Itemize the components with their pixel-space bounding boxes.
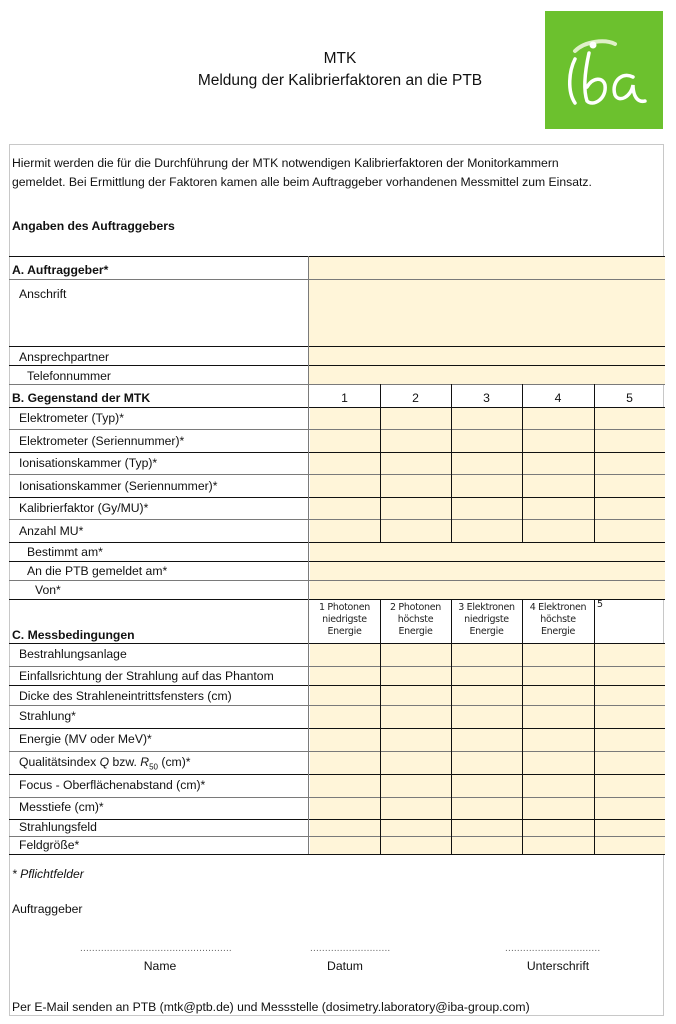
table-input-cell[interactable] — [381, 729, 451, 751]
row-label: Feldgröße* — [19, 838, 80, 852]
row-label: Qualitätsindex Q bzw. $R_{50}$ (cm)* — [19, 755, 191, 772]
table-input-cell[interactable] — [310, 686, 380, 705]
energy-column-header: 5 — [597, 599, 603, 610]
table-input-cell[interactable] — [523, 644, 594, 666]
header-line: Energie — [469, 626, 504, 637]
header-line: niedrigste — [322, 614, 367, 625]
grid-line — [9, 819, 665, 820]
table-input-cell[interactable] — [310, 775, 380, 797]
section-c-heading: C. Messbedingungen — [12, 628, 135, 642]
table-input-cell[interactable] — [452, 498, 522, 519]
table-input-cell[interactable] — [452, 475, 522, 497]
table-input-cell[interactable] — [381, 475, 451, 497]
table-input-cell[interactable] — [595, 453, 665, 474]
grid-line — [9, 346, 665, 347]
table-input-cell[interactable] — [595, 430, 665, 452]
table-input-cell[interactable] — [595, 475, 665, 497]
table-input-cell[interactable] — [595, 820, 665, 836]
grid-line — [594, 384, 595, 542]
table-input-cell[interactable] — [381, 686, 451, 705]
grid-line — [9, 279, 665, 280]
header-line: niedrigste — [464, 614, 509, 625]
table-input-cell[interactable] — [452, 752, 522, 774]
grid-line — [9, 685, 665, 686]
table-input-cell[interactable] — [381, 752, 451, 774]
date-label: Datum — [327, 959, 363, 973]
table-input-cell[interactable] — [595, 752, 665, 774]
address-label: Anschrift — [19, 287, 67, 301]
table-input-cell[interactable] — [523, 752, 594, 774]
intro-text-line1: Hiermit werden die für die Durchführung der MTK notwendigen Kalibrierfaktoren der Monitorkammern — [12, 156, 559, 170]
table-input-cell[interactable] — [523, 729, 594, 751]
header-line: 1 Photonen — [318, 602, 371, 613]
grid-line — [9, 452, 665, 453]
table-input-cell[interactable] — [595, 408, 665, 429]
client-info-heading: Angaben des Auftraggebers — [12, 219, 175, 233]
table-input-cell[interactable] — [523, 837, 594, 854]
header-line: höchste — [540, 614, 576, 625]
table-input-cell[interactable] — [452, 408, 522, 429]
table-input-cell[interactable] — [381, 775, 451, 797]
date-signature-line[interactable]: ........................... — [310, 943, 391, 954]
grid-line — [9, 561, 665, 562]
row-label: Kalibrierfaktor (Gy/MU)* — [19, 501, 149, 515]
grid-line — [9, 705, 665, 706]
grid-line — [9, 643, 665, 644]
header-line: Energie — [398, 626, 433, 637]
document-title-line1: MTK — [323, 50, 357, 67]
phone-label: Telefonnummer — [27, 369, 111, 383]
row-label: Elektrometer (Typ)* — [19, 411, 124, 425]
document-title-line2: Meldung der Kalibrierfaktoren an die PTB — [197, 72, 483, 89]
grid-line — [9, 256, 665, 257]
table-input-cell[interactable] — [381, 520, 451, 542]
row-label: Strahlungsfeld — [19, 820, 97, 834]
table-input-cell[interactable] — [595, 775, 665, 797]
name-signature-line[interactable]: ................................................... — [80, 943, 232, 954]
column-number-1: 1 — [341, 391, 348, 405]
required-fields-note: * Pflichtfelder — [12, 867, 84, 881]
table-input-cell[interactable] — [381, 644, 451, 666]
table-input-cell[interactable] — [523, 775, 594, 797]
table-input-cell[interactable] — [523, 453, 594, 474]
grid-line — [308, 256, 309, 854]
grid-line — [522, 384, 523, 542]
phone-input[interactable] — [309, 366, 665, 384]
table-input-cell[interactable] — [523, 798, 594, 819]
header-line: 2 Photonen — [389, 602, 442, 613]
name-label: Name — [143, 959, 177, 973]
header-line: 3 Elektronen — [458, 602, 515, 613]
table-input-cell[interactable] — [595, 729, 665, 751]
table-input-cell[interactable] — [523, 706, 594, 728]
grid-line — [9, 728, 665, 729]
email-instructions: Per E-Mail senden an PTB (mtk@ptb.de) und Messstelle (dosimetry.laboratory@iba-group.com) — [12, 1000, 530, 1014]
table-input-cell[interactable] — [523, 408, 594, 429]
header-line: Energie — [327, 626, 362, 637]
table-input-cell[interactable] — [452, 706, 522, 728]
table-input-cell[interactable] — [381, 798, 451, 819]
table-input-cell[interactable] — [452, 686, 522, 705]
row-label: Ionisationskammer (Seriennummer)* — [19, 479, 218, 493]
energy-column-header — [522, 602, 594, 638]
table-input-cell[interactable] — [381, 706, 451, 728]
iba-logo — [545, 11, 663, 129]
energy-column-header — [309, 602, 380, 638]
table-input-cell[interactable] — [310, 667, 380, 685]
grid-line — [9, 751, 665, 752]
table-input-cell[interactable] — [595, 498, 665, 519]
table-input-cell[interactable] — [381, 453, 451, 474]
energy-column-header — [380, 602, 451, 638]
signature-label: Unterschrift — [526, 959, 590, 973]
table-input-cell[interactable] — [310, 408, 380, 429]
table-input-cell[interactable] — [452, 644, 522, 666]
grid-line — [380, 384, 381, 542]
column-number-5: 5 — [626, 391, 633, 405]
row-label: Elektrometer (Seriennummer)* — [19, 434, 185, 448]
table-input-cell[interactable] — [452, 775, 522, 797]
contact-person-input[interactable] — [309, 347, 665, 365]
row-label: Ionisationskammer (Typ)* — [19, 456, 158, 470]
grid-line — [9, 365, 665, 366]
grid-line — [9, 854, 665, 855]
row-label: Bestimmt am* — [27, 545, 103, 559]
table-input-cell[interactable] — [310, 453, 380, 474]
grid-line — [9, 774, 665, 775]
table-input-cell[interactable] — [595, 667, 665, 685]
table-input-cell[interactable] — [452, 837, 522, 854]
grid-line — [594, 599, 595, 854]
table-input-cell[interactable] — [381, 498, 451, 519]
contact-person-label: Ansprechpartner — [19, 350, 110, 364]
row-label: Focus - Oberflächenabstand (cm)* — [19, 778, 206, 792]
grid-line — [9, 599, 665, 600]
table-input-cell[interactable] — [523, 475, 594, 497]
energy-column-header — [451, 602, 522, 638]
table-input-cell[interactable] — [452, 667, 522, 685]
row-label: Einfallsrichtung der Strahlung auf das Phantom — [19, 669, 274, 683]
table-input-cell[interactable] — [310, 430, 380, 452]
table-input-cell[interactable] — [310, 706, 380, 728]
table-input-cell[interactable] — [523, 430, 594, 452]
grid-line — [9, 407, 665, 408]
grid-line — [9, 836, 665, 837]
column-number-2: 2 — [412, 391, 419, 405]
grid-line — [9, 519, 665, 520]
grid-line — [451, 384, 452, 542]
row-label: An die PTB gemeldet am* — [27, 564, 168, 578]
table-input-cell[interactable] — [310, 644, 380, 666]
table-input-cell[interactable] — [381, 837, 451, 854]
header-line: höchste — [397, 614, 434, 625]
table-input-cell[interactable] — [452, 430, 522, 452]
row-label: Von* — [35, 583, 61, 597]
client-signature-label: Auftraggeber — [12, 902, 83, 916]
table-input-cell[interactable] — [310, 752, 380, 774]
table-input-cell[interactable] — [452, 729, 522, 751]
wide-input-cell[interactable] — [310, 581, 665, 599]
intro-text-line2: gemeldet. Bei Ermittlung der Faktoren kamen alle beim Auftraggeber vorhandenen Messmittel zum Einsatz. — [12, 175, 592, 189]
grid-line — [9, 580, 665, 581]
signature-line[interactable]: ................................ — [505, 943, 601, 954]
grid-line — [9, 384, 665, 385]
header-line: Energie — [540, 626, 576, 637]
wide-input-cell[interactable] — [310, 543, 665, 561]
row-label: Bestrahlungsanlage — [19, 647, 127, 661]
table-input-cell[interactable] — [595, 706, 665, 728]
table-input-cell[interactable] — [310, 798, 380, 819]
table-input-cell[interactable] — [310, 475, 380, 497]
row-label: Energie (MV oder MeV)* — [19, 732, 152, 746]
table-input-cell[interactable] — [452, 453, 522, 474]
grid-line — [9, 497, 665, 498]
grid-line — [451, 599, 452, 854]
table-input-cell[interactable] — [523, 686, 594, 705]
table-input-cell[interactable] — [310, 729, 380, 751]
row-label: Dicke des Strahleneintrittsfensters (cm) — [19, 689, 232, 703]
table-input-cell[interactable] — [595, 837, 665, 854]
table-input-cell[interactable] — [381, 667, 451, 685]
wide-input-cell[interactable] — [310, 562, 665, 580]
grid-line — [380, 599, 381, 854]
table-input-cell[interactable] — [595, 798, 665, 819]
client-name-input[interactable] — [309, 257, 665, 279]
row-label: Messtiefe (cm)* — [19, 800, 104, 814]
column-number-4: 4 — [554, 391, 562, 405]
table-input-cell[interactable] — [523, 820, 594, 836]
grid-line — [9, 542, 665, 543]
row-label: Strahlung* — [19, 709, 76, 723]
header-line: 4 Elektronen — [529, 602, 587, 613]
table-input-cell[interactable] — [381, 408, 451, 429]
table-input-cell[interactable] — [523, 520, 594, 542]
section-b-heading: B. Gegenstand der MTK — [12, 391, 151, 405]
column-number-3: 3 — [483, 391, 490, 405]
section-a-heading: A. Auftraggeber* — [12, 263, 109, 277]
table-input-cell[interactable] — [310, 520, 380, 542]
address-input[interactable] — [309, 280, 665, 346]
table-input-cell[interactable] — [595, 520, 665, 542]
table-input-cell[interactable] — [452, 820, 522, 836]
table-input-cell[interactable] — [310, 837, 380, 854]
grid-line — [9, 429, 665, 430]
table-input-cell[interactable] — [523, 498, 594, 519]
grid-line — [9, 666, 665, 667]
grid-line — [9, 797, 665, 798]
table-input-cell[interactable] — [381, 430, 451, 452]
table-input-cell[interactable] — [595, 686, 665, 705]
table-input-cell[interactable] — [452, 520, 522, 542]
iba-logo-icon — [545, 11, 663, 129]
row-label: Anzahl MU* — [19, 524, 84, 538]
grid-line — [522, 599, 523, 854]
table-input-cell[interactable] — [523, 667, 594, 685]
table-input-cell[interactable] — [310, 498, 380, 519]
grid-line — [9, 474, 665, 475]
table-input-cell[interactable] — [452, 798, 522, 819]
table-input-cell[interactable] — [381, 820, 451, 836]
table-input-cell[interactable] — [310, 820, 380, 836]
table-input-cell[interactable] — [595, 644, 665, 666]
